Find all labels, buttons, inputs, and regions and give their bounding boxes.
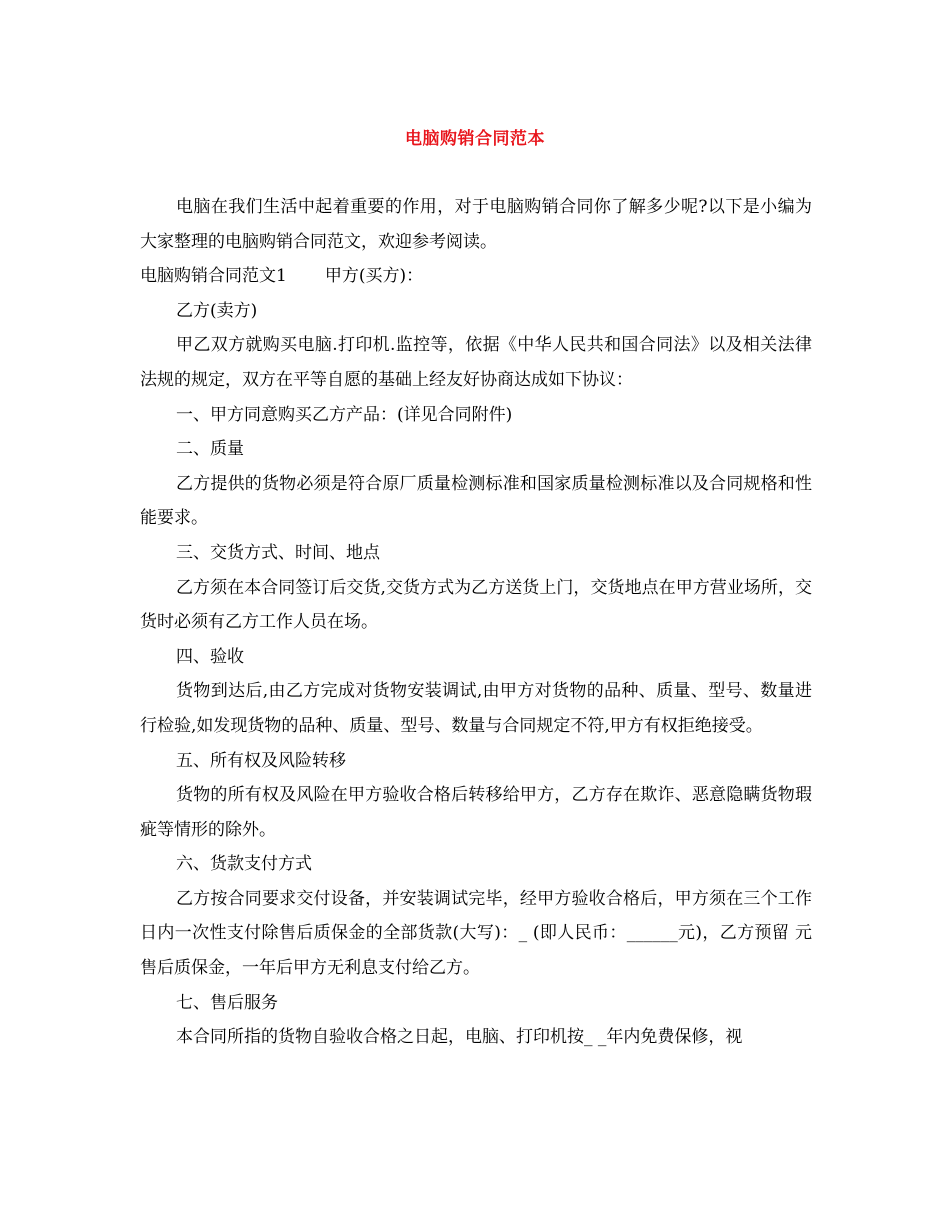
section-7-text: 本合同所指的货物自验收合格之日起，电脑、打印机按_ _年内免费保修，视 xyxy=(176,1027,743,1048)
section-6-heading: 六、货款支付方式 xyxy=(176,854,312,875)
section-7-heading: 七、售后服务 xyxy=(176,992,278,1013)
document-title: 电脑购销合同范本 xyxy=(405,129,545,149)
party-b-label: 乙方(卖方) xyxy=(176,300,258,321)
section-5-heading: 五、所有权及风险转移 xyxy=(176,750,346,771)
section-1-heading: 一、甲方同意购买乙方产品：(详见合同附件) xyxy=(176,404,513,425)
section-2-heading: 二、质量 xyxy=(176,439,244,460)
section-3-text: 乙方须在本合同签订后交货,交货方式为乙方送货上门，交货地点在甲方营业场所，交货时必须有乙方工作人员在场。 xyxy=(140,577,812,633)
intro-paragraph: 电脑在我们生活中起着重要的作用，对于电脑购销合同你了解多少呢?以下是小编为大家整理的电脑购销合同范文，欢迎参考阅读。 xyxy=(140,197,812,252)
sample-heading: 电脑购销合同范文1 xyxy=(140,266,287,287)
section-2-text: 乙方提供的货物必须是符合原厂质量检测标准和国家质量检测标准以及合同规格和性能要求。 xyxy=(140,473,812,529)
preamble-paragraph: 甲乙双方就购买电脑.打印机.监控等，依据《中华人民共和国合同法》以及相关法律法规的规定，双方在平等自愿的基础上经友好协商达成如下协议： xyxy=(140,335,812,390)
sample-heading-line xyxy=(140,259,812,294)
section-4-text: 货物到达后,由乙方完成对货物安装调试,由甲方对货物的品种、质量、型号、数量进行检验,如发现货物的品种、质量、型号、数量与合同规定不符,甲方有权拒绝接受。 xyxy=(140,681,812,736)
document-body xyxy=(140,190,812,1055)
section-3-heading: 三、交货方式、时间、地点 xyxy=(176,542,380,563)
section-6-text: 乙方按合同要求交付设备，并安装调试完毕，经甲方验收合格后，甲方须在三个工作日内一次性支付除售后质保金的全部货款(大写)：_ (即人民币：______元)，乙方预留 元售后质保金，一年后甲方无利息支付给乙方。 xyxy=(140,888,812,979)
section-5-text: 货物的所有权及风险在甲方验收合格后转移给甲方，乙方存在欺诈、恶意隐瞒货物瑕疵等情形的除外。 xyxy=(140,785,812,840)
party-a-label: 甲方(买方)： xyxy=(324,266,424,287)
section-4-heading: 四、验收 xyxy=(176,646,244,667)
